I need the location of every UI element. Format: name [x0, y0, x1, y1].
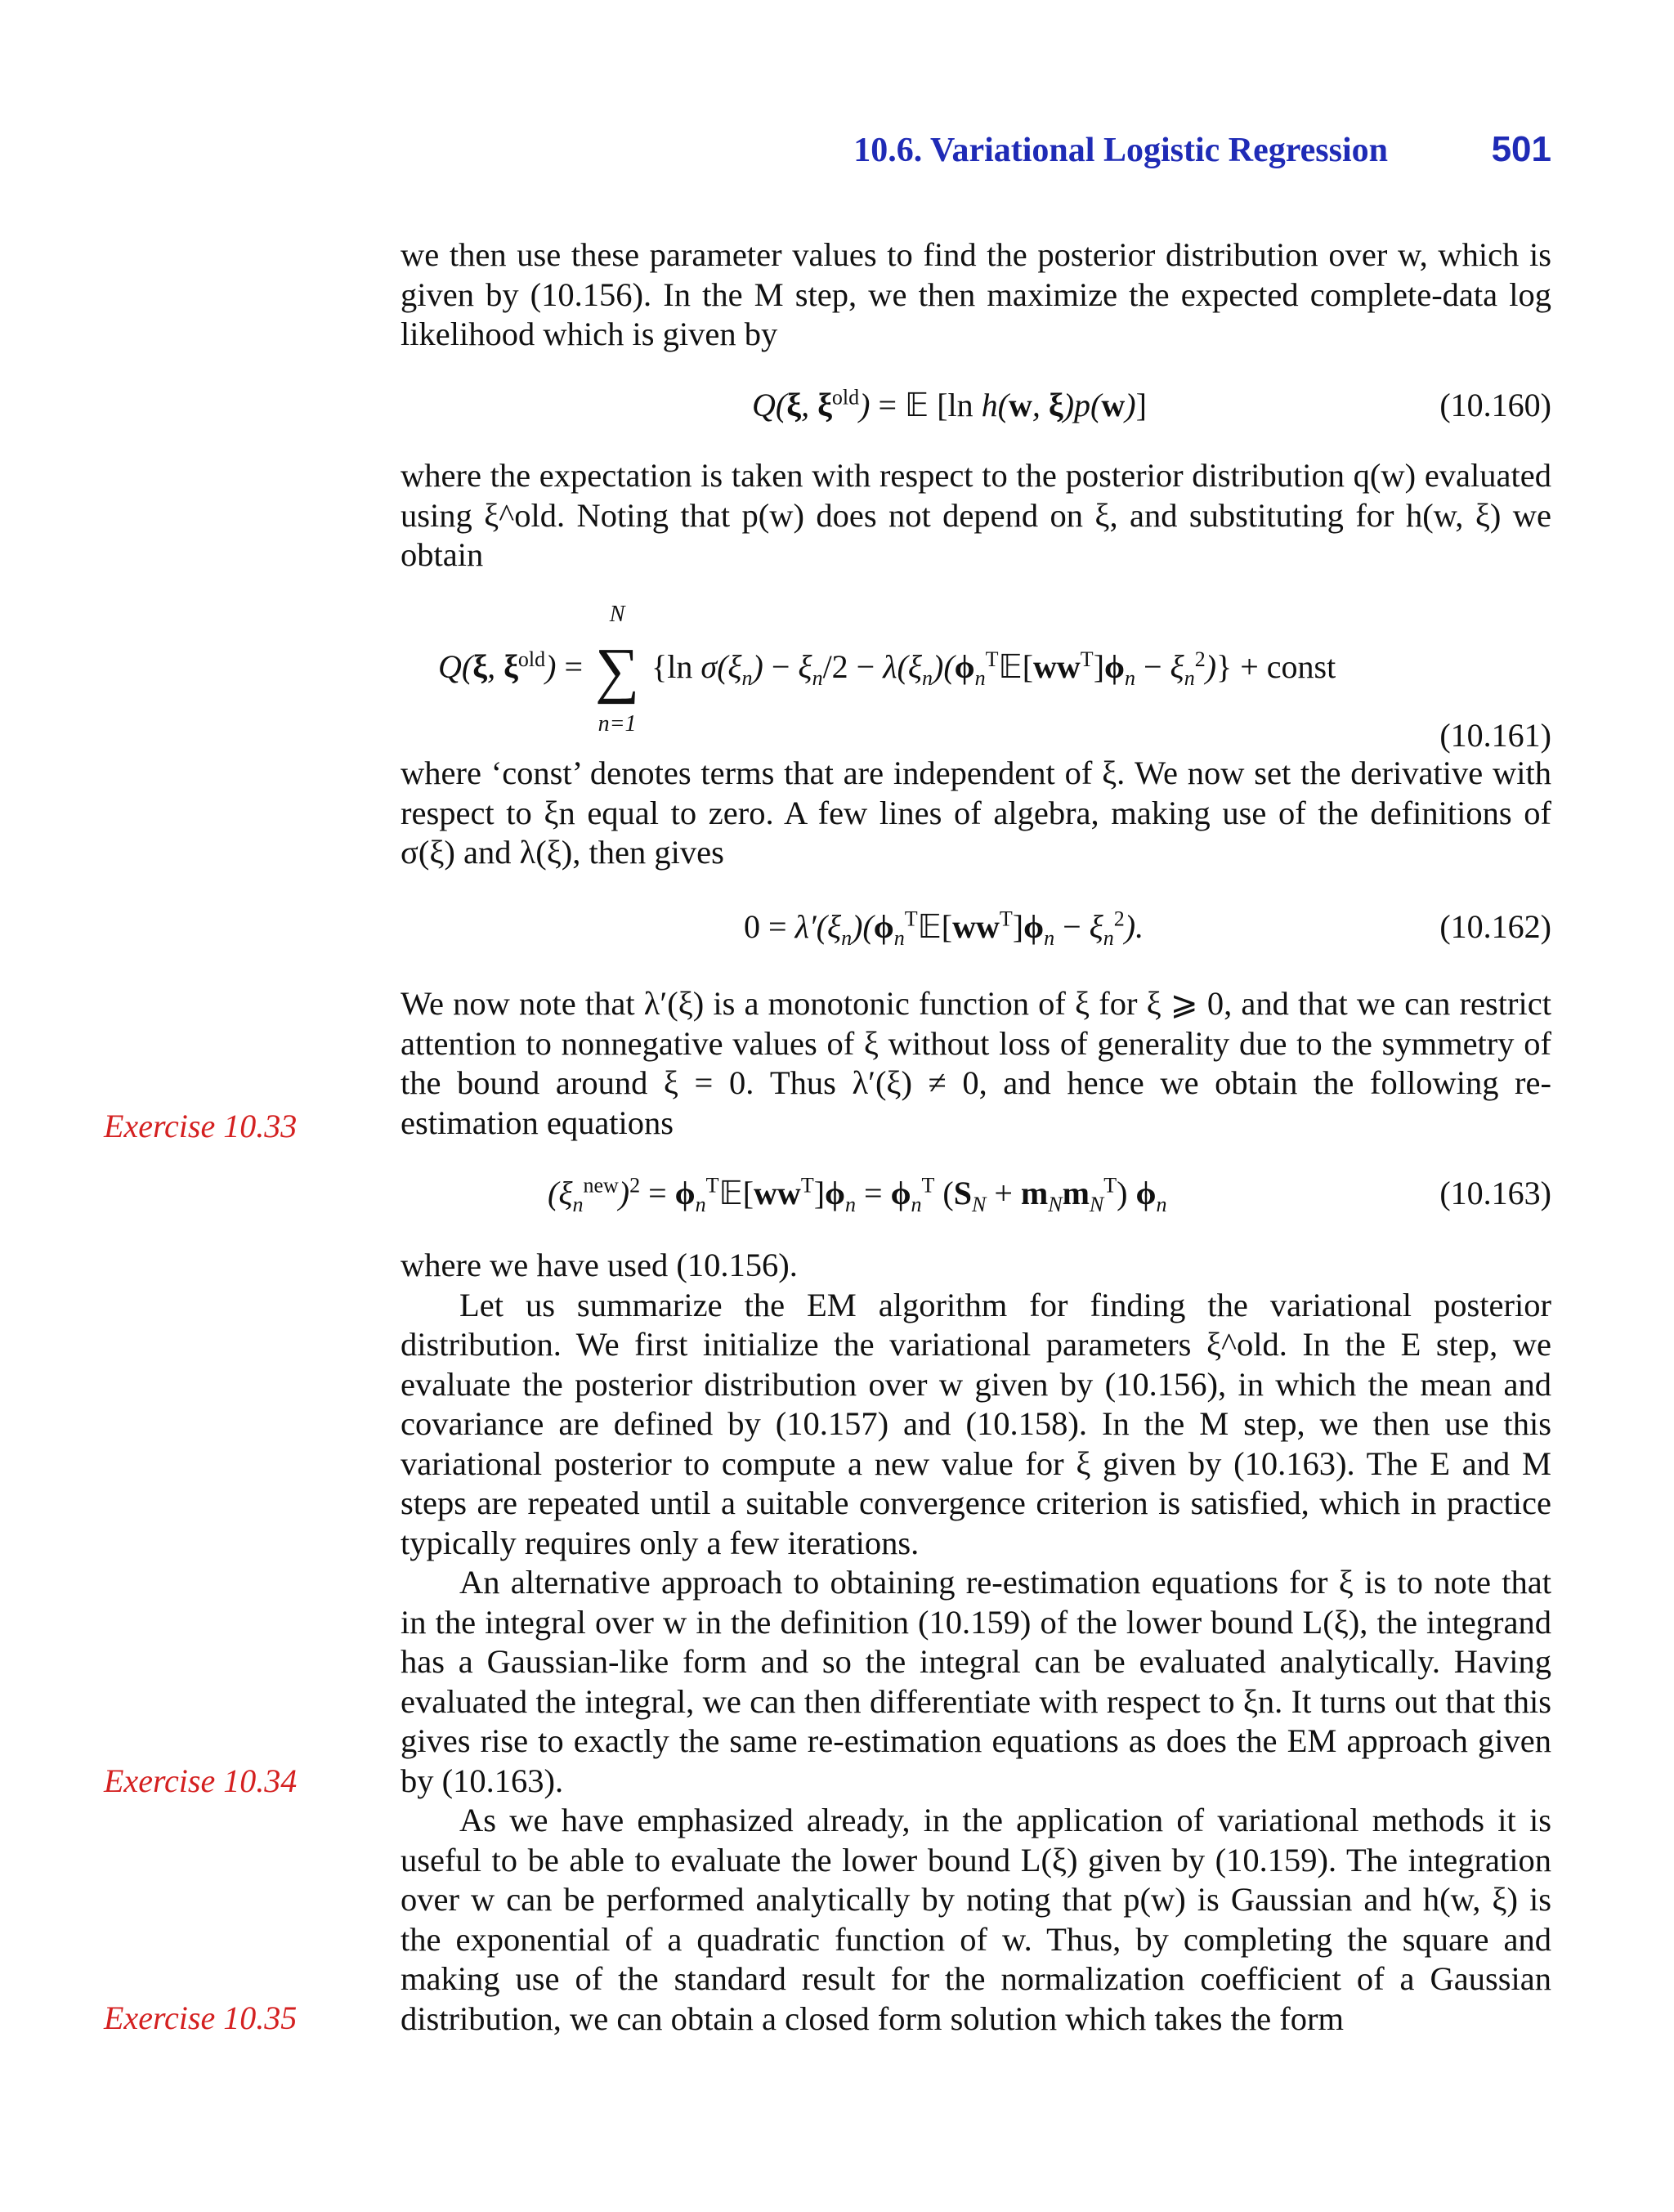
exercise-sidenote-10-35[interactable]: Exercise 10.35 — [104, 1999, 298, 2036]
paragraph-text: where we have used (10.156). — [401, 1247, 798, 1283]
page-number: 501 — [1491, 129, 1551, 169]
equation-body: Q(ξ, $\xi^{old}$) = N ∑ n=1 {ln $\sigma(\xi_n) - \xi_n/2$ − $\lambda(\xi_n)(\phi_n^T𝔼[ww^T]\phi_n - \xi_n^2)$} + const — [438, 602, 1336, 737]
equation-10-162 — [401, 907, 1551, 965]
equation-number: (10.160) — [1439, 387, 1551, 423]
equation-number: (10.162) — [1439, 908, 1551, 945]
paragraph-text: where ‘const’ denotes terms that are independent of ξ. We now set the derivative with respect to ξn equal to zero. A few lines of algebra, making use of the definitions of σ(ξ) and λ(ξ), then gives — [401, 754, 1551, 871]
paragraph-2 — [401, 456, 1551, 575]
paragraph-1 — [401, 235, 1551, 355]
equation-number: (10.163) — [1439, 1175, 1551, 1211]
exercise-sidenote-10-34[interactable]: Exercise 10.34 — [104, 1762, 298, 1799]
equation-number: (10.161) — [1439, 717, 1551, 754]
paragraph-text: where the expectation is taken with respect to the posterior distribution q(w) evaluated using ξ^old. Noting that p(w) does not depend on ξ, and substituting for h(w, ξ) we obtain — [401, 457, 1551, 573]
paragraph-3 — [401, 754, 1551, 873]
paragraph-text: As we have emphasized already, in the application of variational methods it is useful to be able to evaluate the lower bound L(ξ) given by (10.159). The integration over w can be performed analytically by noting that p(w) is Gaussian and h(w, ξ) is the exponential of a quadratic function of w. Thus, by completing the square and making use of the standard result for the normalization coefficient of a Gaussian distribution, we can obtain a closed form solution which takes the form — [401, 1802, 1551, 2037]
equation-body: Q(ξ, $\xi^{old}$) = 𝔼 [ln h(w, ξ)p(w)] — [752, 385, 1147, 423]
equation-body: $(\xi_n^{new})^2$ = $\phi_n^T𝔼[ww^T]\phi_n = \phi_n^T$ $(S_N + m_Nm_N^T)$ $\phi_n$ — [548, 1173, 1167, 1216]
equation-10-163 — [401, 1174, 1551, 1231]
summation-symbol: N ∑ n=1 — [594, 602, 640, 737]
paragraph-text: We now note that λ′(ξ) is a monotonic function of ξ for ξ ⩾ 0, and that we can restrict attention to nonnegative values of ξ without loss of generality due to the symmetry of the bound around ξ = 0. Thus λ′(ξ) ≠ 0, and hence we obtain the following re-estimation equations — [401, 985, 1551, 1141]
paragraph-text: we then use these parameter values to find the posterior distribution over w, which is given by (10.156). In the M step, we then maximize the expected complete-data log likelihood which is given by — [401, 236, 1551, 352]
paragraph-4 — [401, 984, 1551, 1143]
exercise-sidenote-10-33[interactable]: Exercise 10.33 — [104, 1108, 298, 1144]
equation-10-160 — [401, 386, 1551, 443]
running-header-title: 10.6. Variational Logistic Regression — [853, 132, 1388, 169]
paragraph-text: Let us summarize the EM algorithm for finding the variational posterior distribution. We first initialize the variational parameters ξ^old. In the E step, we evaluate the posterior distribution over w given by (10.156), in which the mean and covariance are defined by (10.157) and (10.158). In the M step, we then use this variational posterior to compute a new value for ξ given by (10.163). The E and M steps are repeated until a suitable convergence criterion is satisfied, which in practice typically requires only a few iterations. — [401, 1286, 1551, 1561]
equation-body: $0 = \lambda'(\xi_n)(\phi_n^T𝔼[ww^T]\phi_n - \xi_n^2)$. — [744, 907, 1144, 950]
paragraph-text: An alternative approach to obtaining re-estimation equations for ξ is to note that in the integral over w in the definition (10.159) of the lower bound L(ξ), the integrand has a Gaussian-like form and so the integral can be evaluated analytically. Having evaluated the integral, we can then differentiate with respect to ξn. It turns out that this gives rise to exactly the same re-estimation equations as does the EM approach given by (10.163). — [401, 1564, 1551, 1799]
paragraph-5 — [401, 1246, 1551, 2039]
